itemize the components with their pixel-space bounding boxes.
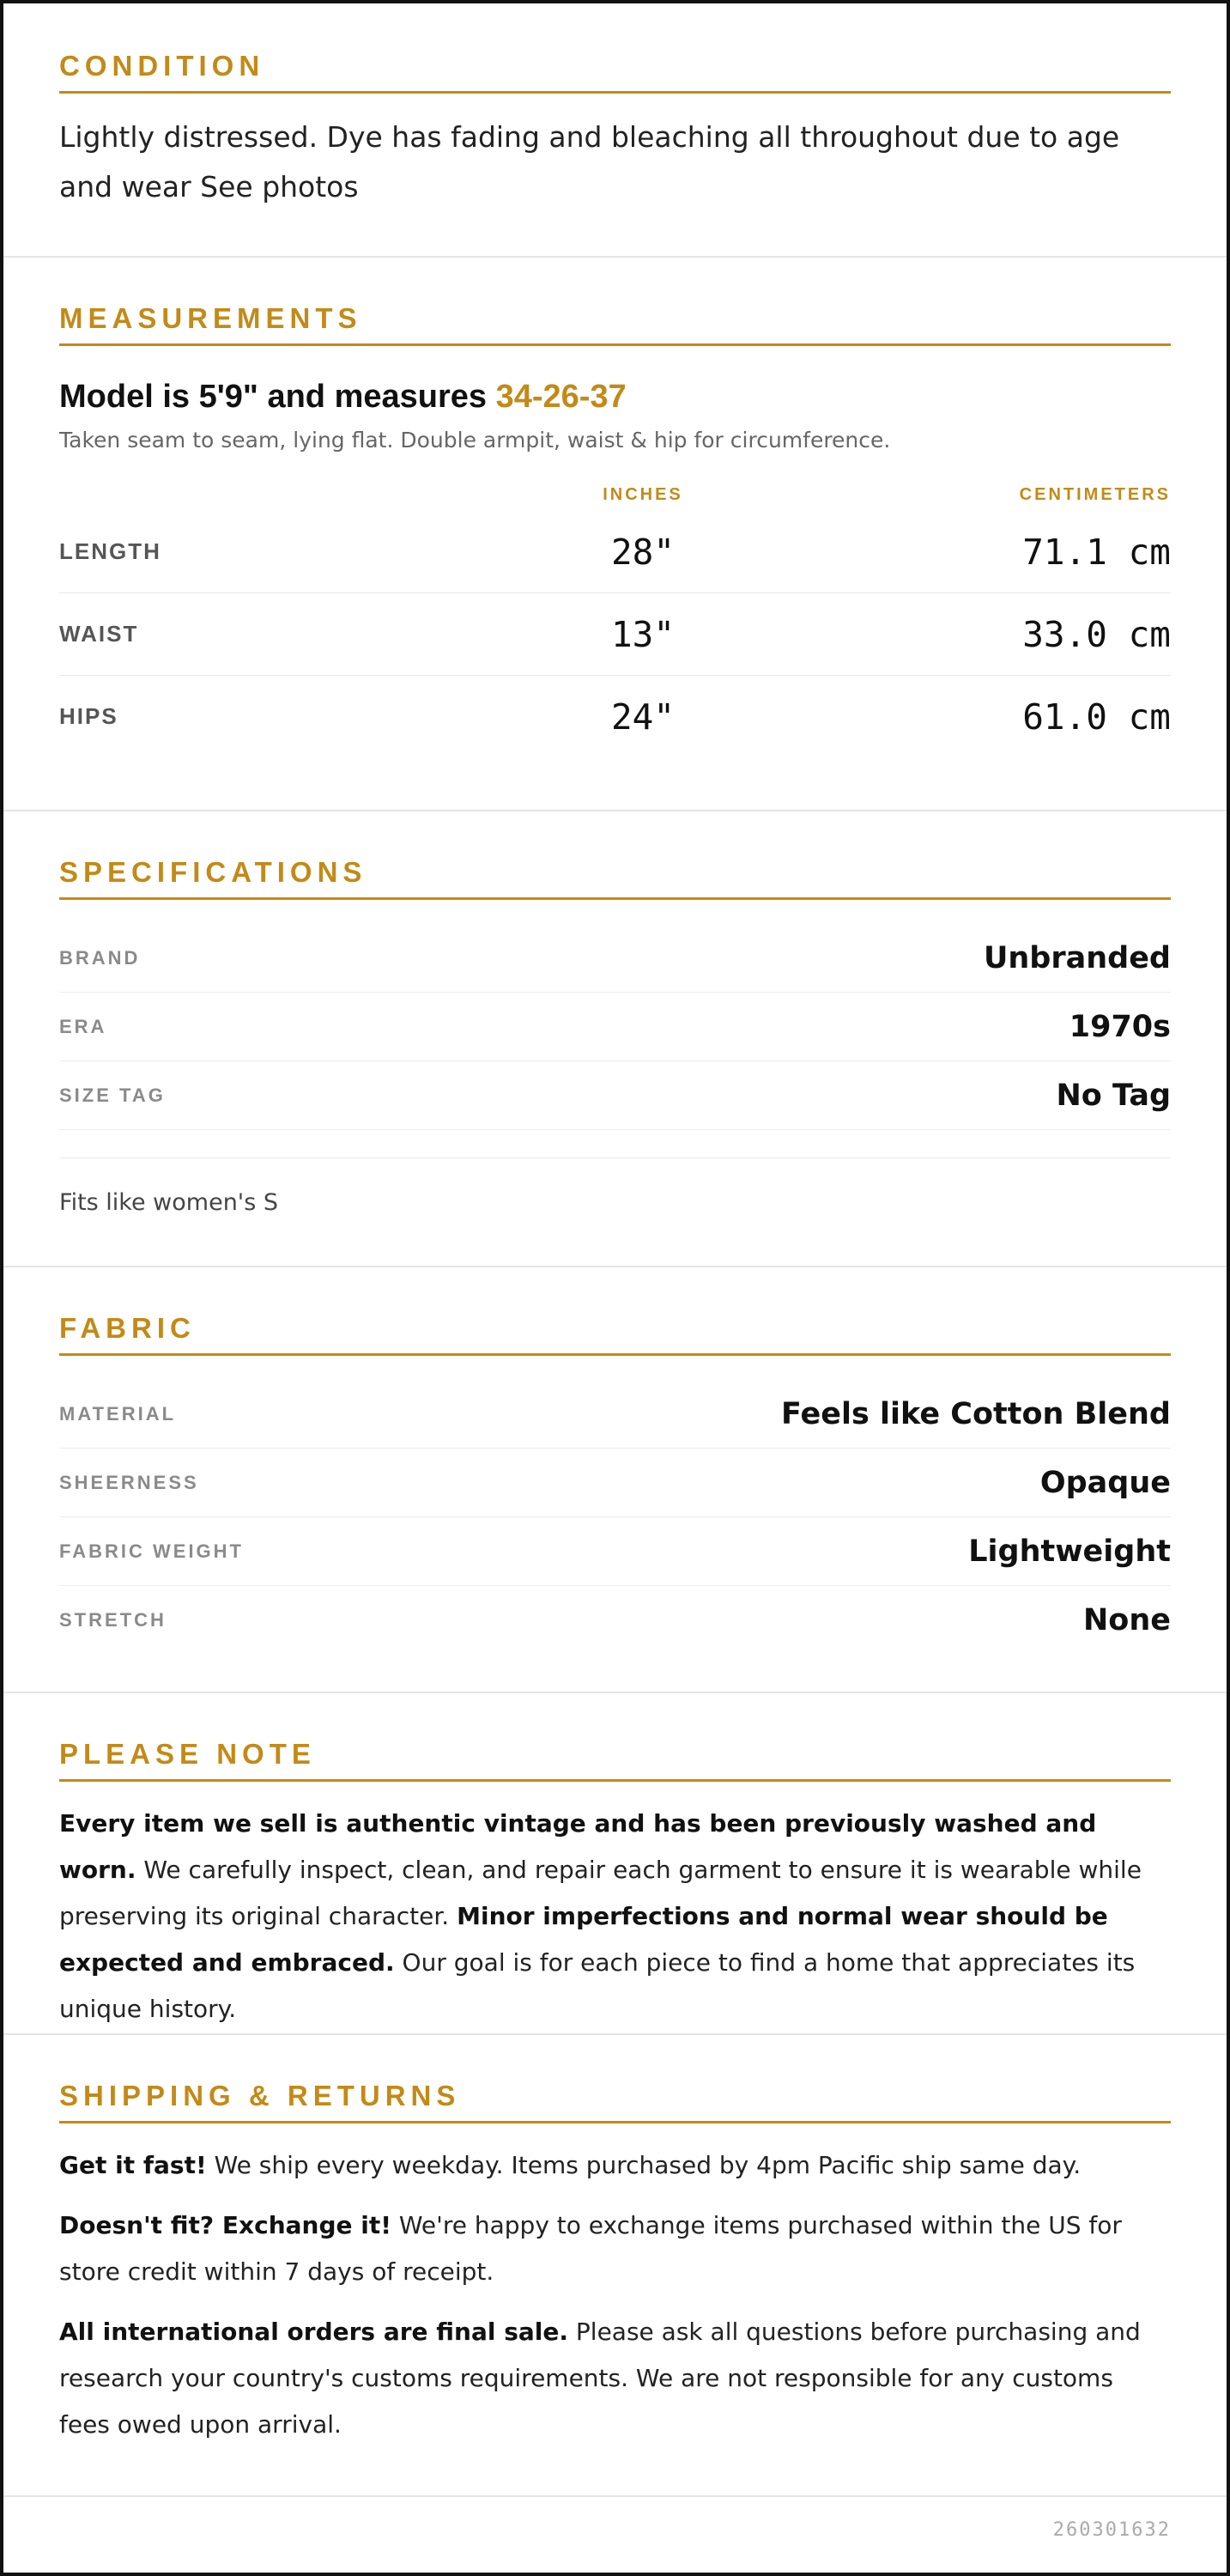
shipping-bold: All international orders are final sale. bbox=[59, 2318, 569, 2346]
model-measure-value: 34-26-37 bbox=[495, 379, 627, 415]
fabric-list bbox=[59, 1380, 1171, 1654]
shipping-heading: SHIPPING & RETURNS bbox=[59, 2080, 1171, 2123]
fabric-value: Feels like Cotton Blend bbox=[781, 1396, 1171, 1431]
fabric-value: Lightweight bbox=[968, 1534, 1171, 1569]
fit-note: Fits like women's S bbox=[59, 1157, 1171, 1216]
specifications-heading: SPECIFICATIONS bbox=[59, 856, 1171, 900]
fabric-section bbox=[3, 1267, 1227, 1693]
fabric-row bbox=[59, 1380, 1171, 1449]
measurement-cm: 61.0 cm bbox=[1022, 696, 1171, 738]
condition-text: Lightly distressed. Dye has fading and bleaching all throughout due to age and wear See photos bbox=[59, 120, 1120, 204]
measurement-label: LENGTH bbox=[59, 538, 161, 564]
please-note-section bbox=[3, 1693, 1227, 2035]
measurement-inches: 28" bbox=[610, 531, 676, 573]
measurements-heading: MEASUREMENTS bbox=[59, 302, 1171, 346]
model-prefix: Model is 5'9" and measures bbox=[59, 379, 496, 415]
spec-value: 1970s bbox=[1069, 1009, 1171, 1044]
product-details-page bbox=[3, 3, 1227, 2573]
spec-label: SIZE TAG bbox=[59, 1084, 166, 1106]
measurement-cm: 71.1 cm bbox=[1022, 531, 1171, 573]
spec-row bbox=[59, 1061, 1171, 1130]
note-bold-2: Minor imperfections and normal wear should be expected and embraced. bbox=[59, 1902, 1108, 1977]
model-measurements bbox=[59, 379, 1171, 416]
measurement-label: WAIST bbox=[59, 621, 139, 647]
fabric-value: None bbox=[1083, 1602, 1171, 1637]
measurement-inches: 13" bbox=[610, 613, 676, 655]
specifications-section bbox=[3, 811, 1227, 1267]
measurement-row bbox=[59, 593, 1171, 676]
shipping-text: We're happy to exchange items purchased within the US for store credit within 7 days of receipt. bbox=[59, 2211, 1122, 2286]
shipping-text: We ship every weekday. Items purchased by 4pm Pacific ship same day. bbox=[206, 2151, 1082, 2179]
spec-label: BRAND bbox=[59, 946, 141, 969]
measurement-table bbox=[59, 511, 1171, 757]
shipping-bold: Get it fast! bbox=[59, 2151, 207, 2179]
shipping-text: Please ask all questions before purchasing and research your country's customs requirements. We are not responsible for any customs fees owed upon arrival. bbox=[59, 2318, 1141, 2439]
note-text-1: We carefully inspect, clean, and repair each garment to ensure it is wearable while preserving its original character. bbox=[59, 1856, 1142, 1930]
please-note-heading: PLEASE NOTE bbox=[59, 1738, 1171, 1782]
product-id: 260301632 bbox=[1052, 2519, 1171, 2541]
fabric-label: MATERIAL bbox=[59, 1402, 177, 1425]
measurement-note: Taken seam to seam, lying flat. Double armpit, waist & hip for circumference. bbox=[59, 428, 891, 453]
footer bbox=[3, 2497, 1227, 2573]
measurement-row bbox=[59, 676, 1171, 757]
measurements-section bbox=[3, 258, 1227, 811]
centimeters-column-header: CENTIMETERS bbox=[1019, 485, 1171, 504]
fabric-label: STRETCH bbox=[59, 1608, 167, 1631]
shipping-section bbox=[3, 2035, 1227, 2497]
condition-section bbox=[3, 3, 1227, 258]
measurement-table-header bbox=[59, 485, 1171, 511]
note-bold-1: Every item we sell is authentic vintage and has been previously washed and worn. bbox=[59, 1809, 1097, 1884]
condition-heading: CONDITION bbox=[59, 50, 1171, 94]
fabric-label: FABRIC WEIGHT bbox=[59, 1540, 244, 1562]
measurement-label: HIPS bbox=[59, 703, 118, 729]
note-text-2: Our goal is for each piece to find a home that appreciates its unique history. bbox=[59, 1948, 1136, 2023]
fabric-row bbox=[59, 1517, 1171, 1586]
fabric-label: SHEERNESS bbox=[59, 1471, 199, 1493]
spec-label: ERA bbox=[59, 1015, 107, 1037]
shipping-paragraph bbox=[59, 2309, 1171, 2448]
please-note-text bbox=[59, 1801, 1171, 2032]
spec-row bbox=[59, 993, 1171, 1061]
spec-value: No Tag bbox=[1056, 1078, 1171, 1113]
fabric-heading: FABRIC bbox=[59, 1312, 1171, 1356]
fabric-value: Opaque bbox=[1039, 1465, 1171, 1500]
spec-value: Unbranded bbox=[983, 940, 1171, 975]
shipping-paragraph bbox=[59, 2202, 1171, 2295]
shipping-bold: Doesn't fit? Exchange it! bbox=[59, 2211, 391, 2239]
spec-row bbox=[59, 924, 1171, 993]
measurement-inches: 24" bbox=[610, 696, 676, 738]
inches-column-header: INCHES bbox=[603, 485, 683, 504]
measurement-row bbox=[59, 511, 1171, 593]
measurement-cm: 33.0 cm bbox=[1022, 613, 1171, 655]
fabric-row bbox=[59, 1449, 1171, 1517]
shipping-paragraph bbox=[59, 2142, 1171, 2189]
fabric-row bbox=[59, 1586, 1171, 1654]
specifications-list bbox=[59, 924, 1171, 1130]
